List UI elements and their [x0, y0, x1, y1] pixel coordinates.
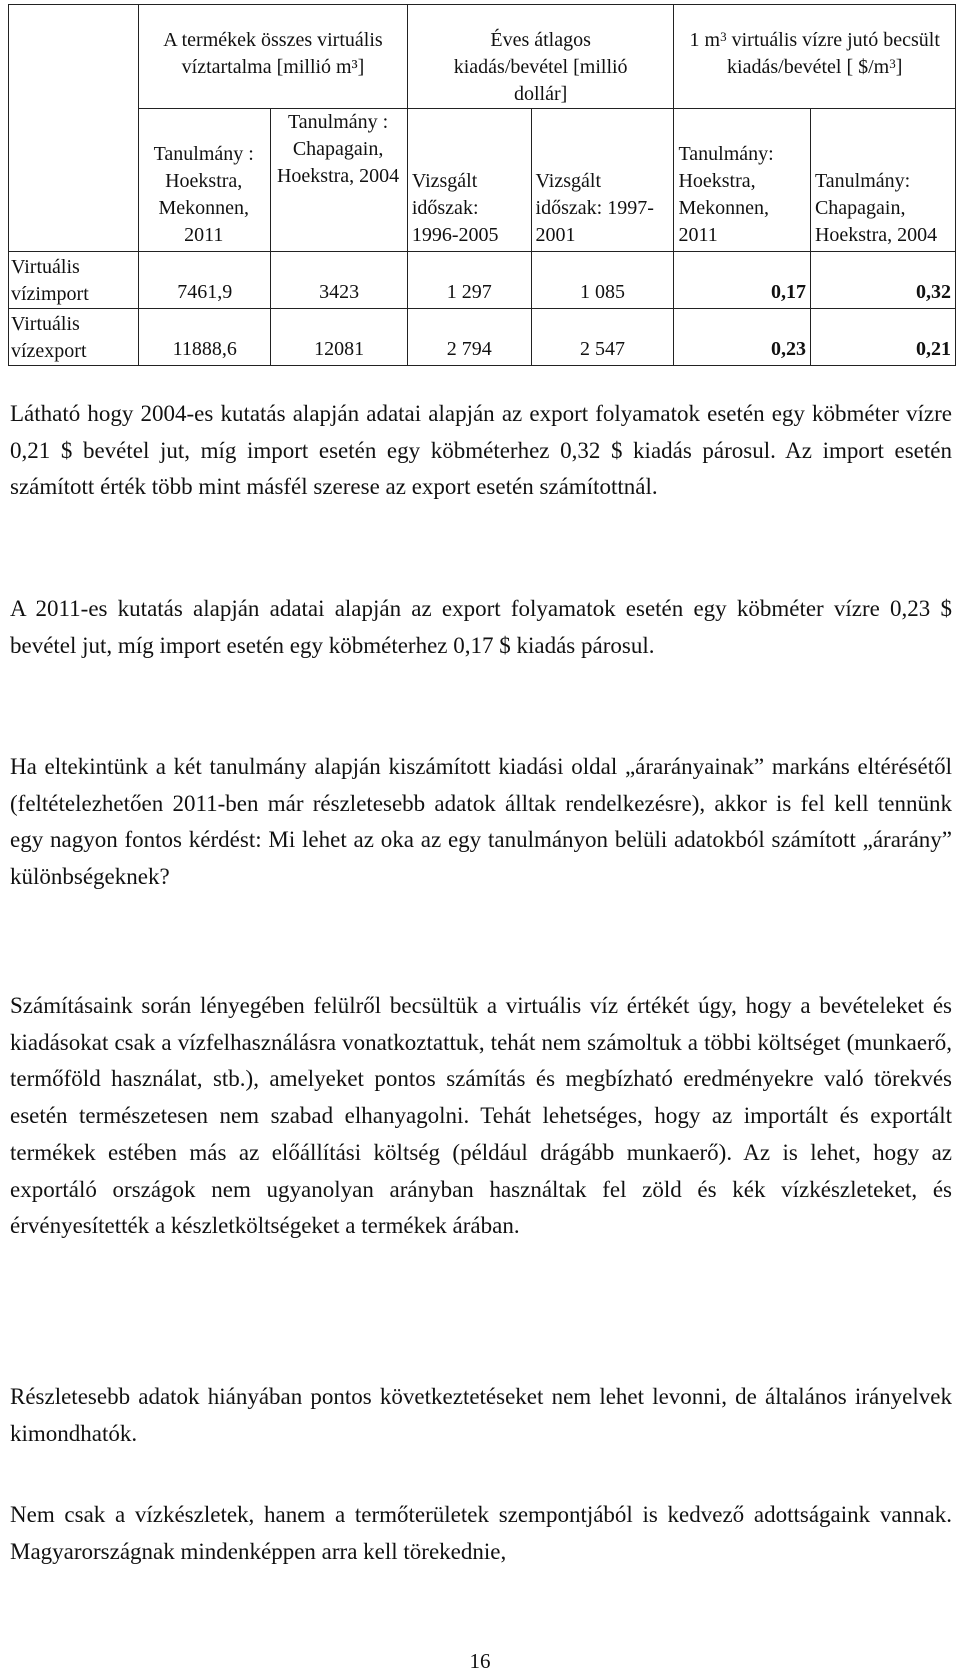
table-header-row	[9, 5, 956, 109]
paragraph-3: Ha eltekintünk a két tanulmány alapján kiszámított kiadási oldal „árarányainak” markáns eltérésétől (feltételezhetően 2011-ben már részletesebb adatok álltak rendelkezésre), akkor is fel kell tennünk egy nagyon fontos kérdést: Mi lehet az oka az egy tanulmányon belüli adatokból számított „árarány” különbségeknek?	[10, 754, 952, 890]
header-annual-average: Éves átlagos kiadás/bevétel [millió dollár]	[407, 5, 674, 109]
paragraph-4: Számításaink során lényegében felülről becsültük a virtuális víz értékét úgy, hogy a bevételeket és kiadásokat csak a vízfelhasználásra vonatkoztattuk, tehát nem számoltuk a többi költséget (munkaerő, termőföld használat, stb.), amelyeket pontos számítás és megbízható eredményekre való törekvés esetén természetesen nem szabad elhanyagolni. Tehát lehetséges, hogy az importált és exportált termékek estében más az előállítási költség (például drágább munkaerő). Az is lehet, hogy az exportáló országok nem ugyanolyan arányban használtak fel zöld és kék vízkészleteket, és érvényesítették a készletköltségeket a termékek árában.	[10, 993, 952, 1239]
subheader-study-2004: Tanulmány : Chapagain, Hoekstra, 2004	[271, 109, 408, 252]
paragraph-1: Látható hogy 2004-es kutatás alapján adatai alapján az export folyamatok esetén egy köbméter vízre 0,21 $ bevétel jut, míg import esetén egy köbméterhez 0,32 $ kiadás párosul. Az import esetén számított érték több mint másfél szerese az export esetén számítottnál.	[10, 401, 952, 500]
table-subheader-row	[9, 109, 956, 252]
table-row	[9, 252, 956, 309]
table-corner-cell	[9, 5, 139, 252]
header-cost-per-cubic-meter: 1 $m^3$ virtuális vízre jutó becsült kiadás/bevétel [ $\$/m^3$]	[674, 5, 956, 109]
table-cell: 11888,6	[139, 309, 271, 366]
table-row	[9, 309, 956, 366]
table-cell: 12081	[271, 309, 408, 366]
table-cell: 0,32	[810, 252, 955, 309]
table-cell: 2 547	[531, 309, 674, 366]
subheader-period-1996-2005: Vizsgált időszak: 1996-2005	[407, 109, 531, 252]
table-cell: 3423	[271, 252, 408, 309]
header-virtual-water-content: A termékek összes virtuális víztartalma [millió m³]	[139, 5, 408, 109]
subheader-study-2011: Tanulmány : Hoekstra, Mekonnen, 2011	[139, 109, 271, 252]
row-label-export: Virtuális vízexport	[9, 309, 139, 366]
table-cell: 1 085	[531, 252, 674, 309]
table-cell: 0,17	[674, 252, 811, 309]
subheader-cost-study-2004: Tanulmány: Chapagain, Hoekstra, 2004	[810, 109, 955, 252]
page-number: 16	[469, 1649, 491, 1673]
paragraph-6: Nem csak a vízkészletek, hanem a termőterületek szempontjából is kedvező adottságaink vannak. Magyarországnak mindenképpen arra kell törekednie,	[10, 1502, 952, 1564]
table-cell: 0,23	[674, 309, 811, 366]
table-cell: 1 297	[407, 252, 531, 309]
table-cell: 0,21	[810, 309, 955, 366]
paragraph-2: A 2011-es kutatás alapján adatai alapján az export folyamatok esetén egy köbméter vízre 0,23 $ bevétel jut, míg import esetén egy köbméterhez 0,17 $ kiadás párosul.	[10, 596, 952, 658]
virtual-water-table	[8, 4, 956, 366]
paragraph-5: Részletesebb adatok hiányában pontos következtetéseket nem lehet levonni, de általános irányelvek kimondhatók.	[10, 1384, 952, 1446]
subheader-period-1997-2001: Vizsgált időszak: 1997-2001	[531, 109, 674, 252]
row-label-import: Virtuális vízimport	[9, 252, 139, 309]
subheader-cost-study-2011: Tanulmány: Hoekstra, Mekonnen, 2011	[674, 109, 811, 252]
table-cell: 7461,9	[139, 252, 271, 309]
table-cell: 2 794	[407, 309, 531, 366]
